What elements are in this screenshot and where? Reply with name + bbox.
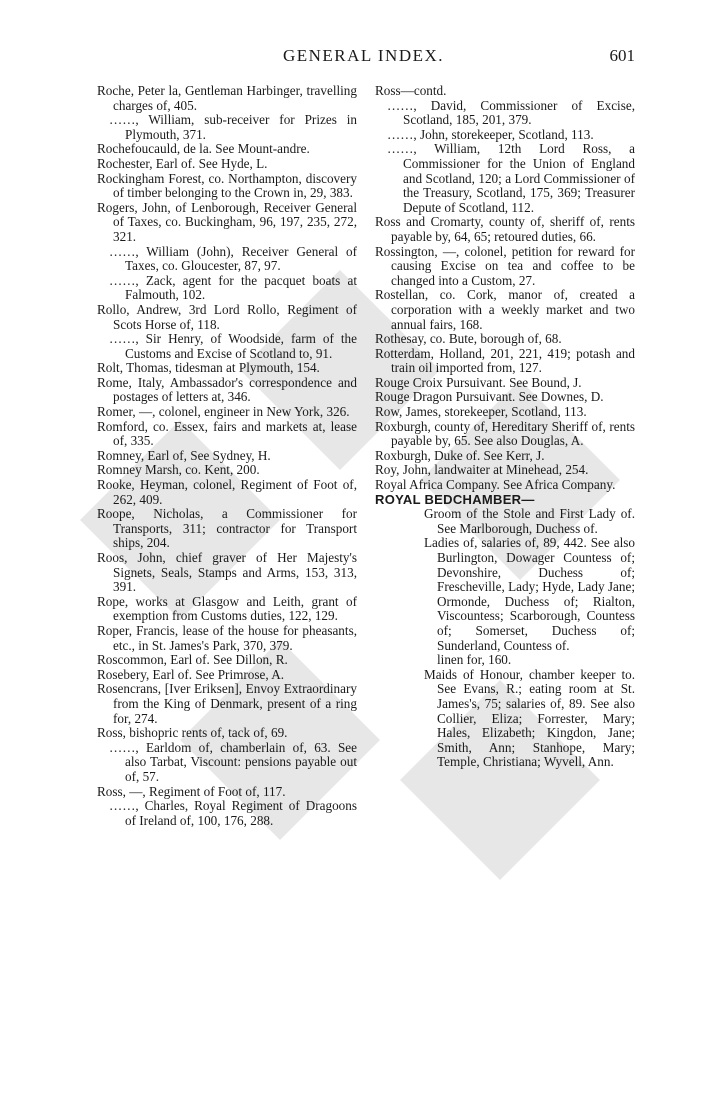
index-entry: ……, William (John), Receiver General of Taxes, co. Gloucester, 87, 97. — [109, 243, 357, 274]
index-subentry: Groom of the Stole and First Lady of. See Marlborough, Duchess of. — [424, 506, 635, 536]
index-entry: Romney Marsh, co. Kent, 200. — [97, 462, 260, 478]
index-entry: Roos, John, chief graver of Her Majesty's Signets, Seals, Stamps and Arms, 153, 313, 391. — [97, 550, 357, 595]
index-entry: Royal Africa Company. See Africa Company. — [375, 477, 616, 493]
index-entry: Rome, Italy, Ambassador's correspondence and postages of letters at, 346. — [97, 374, 357, 405]
index-entry: Rollo, Andrew, 3rd Lord Rollo, Regiment of Scots Horse of, 118. — [97, 301, 357, 332]
index-entry: Rostellan, co. Cork, manor of, created a corporation with a weekly market and two annual fairs, 168. — [375, 287, 635, 332]
index-entry: Rosebery, Earl of. See Primrose, A. — [97, 666, 285, 682]
index-entry: Rogers, John, of Lenborough, Receiver General of Taxes, co. Buckingham, 96, 197, 235, 272, 321. — [97, 199, 357, 244]
index-entry: Rosencrans, [Iver Eriksen], Envoy Extraordinary from the King of Denmark, present of a ring for, 274. — [97, 681, 357, 726]
index-subentry: Ladies of, salaries of, 89, 442. See also Burlington, Dowager Countess of; Devonshire, Duchess of; Frescheville, Lady; Hyde, Lady Jane; Ormonde, Duchess of; Rialton, Viscountess; Scarborough, Countess of; Somerset, Duchess of; Sunderland, Countess of. — [424, 535, 635, 653]
index-entry: ……, Sir Henry, of Woodside, farm of the Customs and Excise of Scotland to, 91. — [109, 331, 357, 361]
index-entry: Row, James, storekeeper, Scotland, 113. — [375, 404, 587, 420]
page-number: 601 — [609, 46, 635, 65]
index-entry: ……, Charles, Royal Regiment of Dragoons of Ireland of, 100, 176, 288. — [109, 798, 357, 828]
index-entry: Ross, bishopric rents of, tack of, 69. — [97, 725, 288, 741]
index-entry: Roper, Francis, lease of the house for pheasants, etc., in St. James's Park, 370, 379. — [97, 622, 357, 653]
index-entry: Rolt, Thomas, tidesman at Plymouth, 154. — [97, 360, 320, 376]
index-entry: Romford, co. Essex, fairs and markets at, lease of, 335. — [97, 418, 357, 449]
index-entry: Rochester, Earl of. See Hyde, L. — [97, 155, 268, 171]
index-entry: Ross, —, Regiment of Foot of, 117. — [97, 783, 286, 799]
index-subentry: Maids of Honour, chamber keeper to. See Evans, R.; eating room at St. James's, 75; salaries of, 89. See also Collier, Eliza; Forrester, Mary; Hales, Elizabeth; Kingdon, Jane; Smith, Ann; Stanhope, Mary; Temple, Christiana; Wyvell, Ann. — [424, 666, 635, 770]
index-entry: Roscommon, Earl of. See Dillon, R. — [97, 652, 288, 668]
running-title: GENERAL INDEX. — [282, 46, 445, 65]
index-entry: Romney, Earl of, See Sydney, H. — [97, 447, 271, 463]
index-entry: Rotterdam, Holland, 201, 221, 419; potash and train oil imported from, 127. — [375, 345, 635, 376]
index-subentry: linen for, 160. — [437, 652, 512, 668]
index-entry: Romer, —, colonel, engineer in New York, 326. — [97, 404, 350, 420]
page-header — [0, 46, 727, 71]
index-entry: Rooke, Heyman, colonel, Regiment of Foot of, 262, 409. — [97, 477, 357, 507]
index-entry: Roope, Nicholas, a Commissioner for Transports, 311; contractor for Transport ships, 204. — [97, 506, 357, 551]
index-entry: Roxburgh, county of, Hereditary Sheriff of, rents payable by, 65. See also Douglas, A. — [375, 418, 635, 449]
index-entry: Rouge Dragon Pursuivant. See Downes, D. — [375, 389, 604, 405]
index-entry: ……, David, Commissioner of Excise, Scotland, 185, 201, 379. — [387, 97, 635, 128]
continuation-label: Ross—contd. — [375, 83, 447, 98]
index-entry: Ross and Cromarty, county of, sheriff of, rents payable by, 64, 65; retoured duties, 66. — [375, 214, 635, 244]
index-entry: ……, John, storekeeper, Scotland, 113. — [387, 126, 594, 142]
index-entry: Rockingham Forest, co. Northampton, discovery of timber belonging to the Crown in, 29, 383. — [97, 170, 357, 201]
index-entry: Rouge Croix Pursuivant. See Bound, J. — [375, 374, 582, 390]
section-heading: ROYAL BEDCHAMBER— — [375, 491, 535, 507]
index-column-right — [375, 84, 635, 770]
index-entry: Rothesay, co. Bute, borough of, 68. — [375, 331, 562, 347]
index-entry: ……, William, sub-receiver for Prizes in Plymouth, 371. — [109, 112, 357, 142]
index-column-left — [97, 84, 357, 828]
index-entry: Roche, Peter la, Gentleman Harbinger, travelling charges of, 405. — [97, 83, 357, 113]
index-entry: Rope, works at Glasgow and Leith, grant of exemption from Customs duties, 122, 129. — [97, 593, 357, 624]
index-entry: Roxburgh, Duke of. See Kerr, J. — [375, 447, 545, 463]
index-entry: Rochefoucauld, de la. See Mount-andre. — [97, 141, 310, 157]
index-entry: Roy, John, landwaiter at Minehead, 254. — [375, 462, 589, 478]
index-entry: ……, Earldom of, chamberlain of, 63. See also Tarbat, Viscount: pensions payable out of, 57. — [109, 739, 357, 784]
index-entry: ……, William, 12th Lord Ross, a Commissioner for the Union of England and Scotland, 120; a Lord Commissioner of the Treasury, Scotland, 175, 369; Treasurer Depute of Scotland, 112. — [387, 141, 635, 215]
index-entry: ……, Zack, agent for the pacquet boats at Falmouth, 102. — [109, 272, 357, 303]
index-entry: Rossington, —, colonel, petition for reward for causing Excise on tea and coffee to be changed into a Custom, 27. — [375, 243, 635, 288]
